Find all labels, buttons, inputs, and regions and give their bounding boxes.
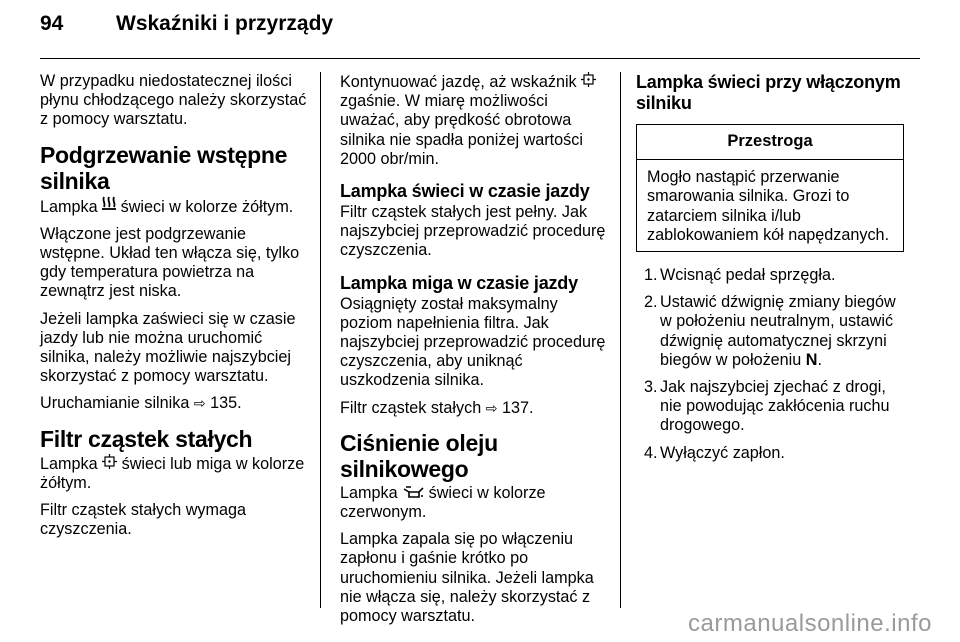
list-item: 3. Jak najszybciej zjechać z drogi, nie powodując zakłócenia ruchu drogowego.	[644, 378, 890, 435]
column-2	[340, 72, 608, 634]
oil-lamp-desc: Lampka zapala się po włączeniu zapłonu i gaśnie krótko po uruchomieniu silnika. Jeżeli lampka nie włącza się, należy skorzystać z pomocy warsztatu.	[340, 530, 594, 626]
column-divider-1	[320, 72, 321, 608]
header-rule	[40, 58, 920, 59]
engine-start-ref: Uruchamianie silnika ⇨ 135.	[40, 394, 242, 413]
chapter-title: Wskaźniki i przyrządy	[116, 12, 334, 35]
caution-body: Mogło nastąpić przerwanie smarowania silnika. Grozi to zatarciem silnika i/lub zablokowaniem kół napędzanych.	[647, 168, 890, 244]
dpf-ref: Filtr cząstek stałych ⇨ 137.	[340, 398, 534, 417]
heading-lamp-flash: Lampka miga w czasie jazdy	[340, 272, 578, 293]
preheat-lamp-text: Lampka świeci w kolorze żółtym.	[40, 197, 294, 216]
list-item: 2. Ustawić dźwignię zmiany biegów w położeniu neutralnym, ustawić dźwignię automatycznej skrzyni biegów w położeniu N.	[644, 293, 896, 369]
dpf-continue-text: Kontynuować jazdę, aż wskaźnik zgaśnie. W miarę możliwości uważać, aby prędkość obrotowa silnika nie spadła poniżej wartości 2000 obr/min.	[340, 72, 608, 169]
column-divider-2	[620, 72, 621, 608]
lamp-lit-text: Filtr cząstek stałych jest pełny. Jak najszybciej przeprowadzić procedurę czyszczenia.	[340, 203, 606, 260]
list-item: 1. Wcisnąć pedał sprzęgła.	[644, 266, 836, 285]
heading-preheat: Podgrzewanie wstępne silnika	[40, 141, 288, 194]
preheat-desc: Włączone jest podgrzewanie wstępne. Układ ten włącza się, tylko gdy temperatura powietrza na zewnątrz jest niska.	[40, 224, 300, 301]
steps-list	[636, 266, 904, 463]
ref-arrow-icon: ⇨	[485, 399, 498, 416]
caution-box	[636, 124, 904, 252]
heading-oil-pressure: Ciśnienie oleju silnikowego	[340, 429, 498, 482]
page-header	[40, 12, 920, 46]
heading-lamp-lit: Lampka świeci w czasie jazdy	[340, 181, 590, 202]
heading-dpf: Filtr cząstek stałych	[40, 425, 253, 452]
oil-can-icon	[402, 484, 424, 503]
coolant-note: W przypadku niedostatecznej ilości płynu chłodzącego należy skorzystać z pomocy warsztatu.	[40, 72, 307, 129]
preheat-warning: Jeżeli lampka zaświeci się w czasie jazdy lub nie można uruchomić silnika, należy możliwie najszybciej skorzystać z pomocy warsztatu.	[40, 309, 296, 386]
dpf-clean-text: Filtr cząstek stałych wymaga czyszczenia.	[40, 501, 246, 539]
caution-title: Przestroga	[637, 125, 903, 160]
list-item: 4. Wyłączyć zapłon.	[644, 443, 785, 462]
dpf-icon	[581, 72, 596, 92]
ref-arrow-icon: ⇨	[193, 395, 206, 412]
dpf-icon	[102, 454, 117, 474]
watermark: carmanualsonline.info	[688, 610, 932, 637]
oil-lamp-text: Lampka świeci w kolorze czerwonym.	[340, 483, 546, 522]
dpf-lamp-text: Lampka świeci lub miga w kolorze żółtym.	[40, 454, 305, 492]
heading-lamp-running: Lampka świeci przy włączonym silniku	[636, 72, 901, 113]
glow-plug-icon	[102, 196, 116, 217]
page-number: 94	[40, 12, 64, 35]
lamp-flash-text: Osiągnięty został maksymalny poziom napełnienia filtra. Jak najszybciej przeprowadzić procedurę czyszczenia, aby uniknąć uszkodzenia silnika.	[340, 294, 606, 390]
column-1	[40, 72, 308, 547]
column-3	[636, 72, 904, 471]
